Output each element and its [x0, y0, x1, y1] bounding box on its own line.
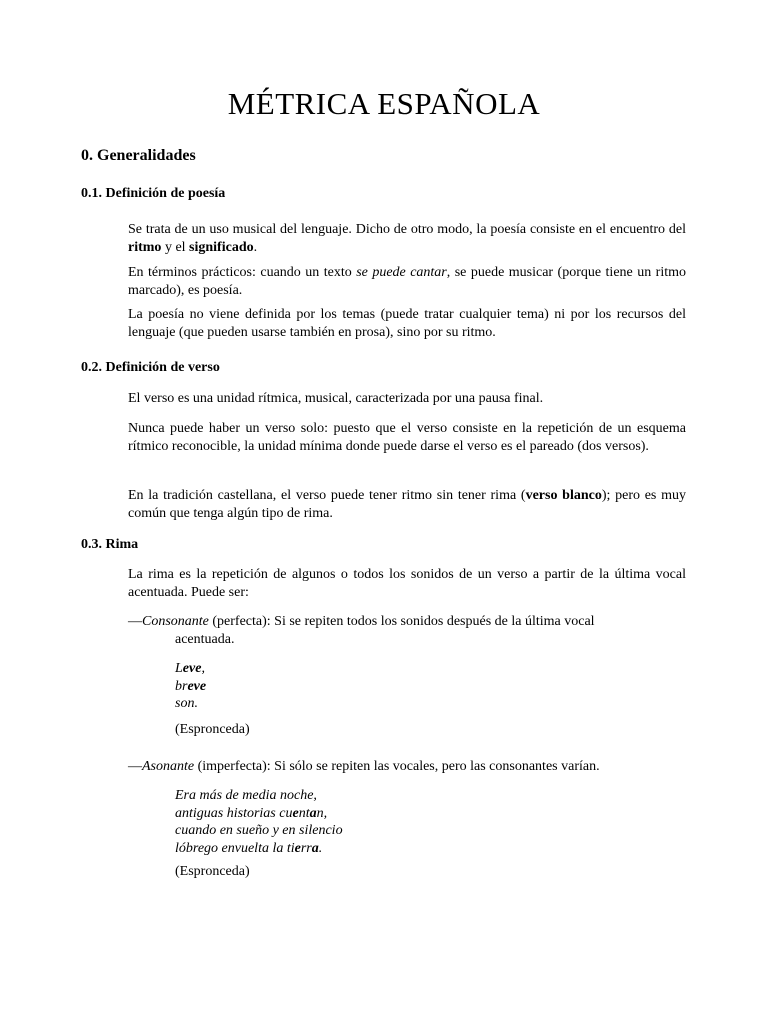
attribution-espronceda-2: (Espronceda) [175, 864, 250, 879]
bold-term-ritmo: ritmo [128, 240, 162, 255]
text: , [201, 661, 205, 676]
verse-line [175, 822, 343, 840]
text: son. [175, 696, 198, 711]
attribution-espronceda-1: (Espronceda) [175, 722, 250, 737]
subsection-heading-rima: 0.3. Rima [81, 537, 139, 552]
text-continuation: acentuada. [175, 632, 235, 647]
text: En la tradición castellana, el verso puede tener ritmo sin tener rima ( [128, 488, 526, 503]
rhyme-letters: e [294, 840, 301, 856]
term-asonante: Asonante [142, 759, 195, 774]
text: . [318, 840, 323, 856]
rhyme-letters: eve [182, 661, 202, 676]
paragraph-verso-2: Nunca puede haber un verso solo: puesto que el verso consiste en la repetición de un esquema rítmico reconocible, la unidad mínima donde puede darse el verso es el pareado (dos versos). [128, 421, 686, 454]
text: y el [161, 240, 190, 255]
definition-asonante [128, 758, 686, 776]
text: Se trata de un uso musical del lenguaje. Dicho de otro modo, la poesía consiste en el encuentro del [128, 222, 686, 237]
verse-line [175, 678, 206, 696]
verse-line [175, 840, 343, 858]
term-consonante: Consonante [142, 614, 209, 629]
italic-phrase: se puede cantar [356, 265, 447, 280]
subsection-heading-definicion-poesia: 0.1. Definición de poesía [81, 186, 226, 201]
em-dash: — [128, 614, 142, 629]
text: br [175, 678, 188, 694]
verse-example-asonante [175, 787, 343, 857]
paragraph-poesia-1 [128, 221, 686, 257]
verse-line [175, 805, 343, 823]
rhyme-letters: a [311, 840, 319, 856]
text: antiguas historias cu [175, 805, 293, 821]
verse-example-consonante [175, 660, 206, 713]
paragraph-poesia-2 [128, 264, 686, 300]
rhyme-letters: e [292, 805, 299, 821]
text: (imperfecta): Si sólo se repiten las vocales, pero las consonantes varían. [194, 759, 600, 774]
text: nt [298, 805, 310, 821]
paragraph-poesia-3: La poesía no viene definida por los temas (puede tratar cualquier tema) ni por los recursos del lenguaje (que pueden usarse también en prosa), sino por su ritmo. [128, 307, 686, 340]
bold-term-significado: significado [189, 240, 254, 255]
text: . [253, 240, 258, 255]
paragraph-verso-3 [128, 487, 686, 523]
bold-term-verso-blanco: verso blanco [525, 488, 602, 503]
text: , se puede musicar (porque tiene un ritmo marcado), es poesía. [128, 265, 687, 298]
text: Era más de media noche, [175, 788, 317, 803]
text: L [175, 661, 183, 676]
section-heading-generalidades: 0. Generalidades [81, 147, 196, 164]
rhyme-letters: eve [187, 678, 207, 694]
text: (perfecta): Si se repiten todos los sonidos después de la última vocal [208, 614, 595, 629]
paragraph-rima-1: La rima es la repetición de algunos o todos los sonidos de un verso a partir de la última vocal acentuada. Puede ser: [128, 567, 686, 600]
text: cuando en sueño y en silencio [175, 823, 343, 838]
rhyme-letters: a [309, 805, 317, 821]
verse-line [175, 787, 343, 805]
page-title: MÉTRICA ESPAÑOLA [227, 86, 541, 121]
text: rr [300, 840, 312, 856]
paragraph-verso-1: El verso es una unidad rítmica, musical, caracterizada por una pausa final. [128, 391, 544, 406]
text: En términos prácticos: cuando un texto [128, 265, 357, 280]
definition-consonante [128, 613, 686, 649]
text: lóbrego envuelta la ti [175, 840, 295, 856]
em-dash: — [128, 759, 142, 774]
text: n, [316, 805, 328, 821]
subsection-heading-definicion-verso: 0.2. Definición de verso [81, 360, 220, 375]
verse-line [175, 660, 206, 678]
text: ); pero es muy común que tenga algún tipo de rima. [128, 488, 686, 521]
verse-line [175, 695, 206, 713]
